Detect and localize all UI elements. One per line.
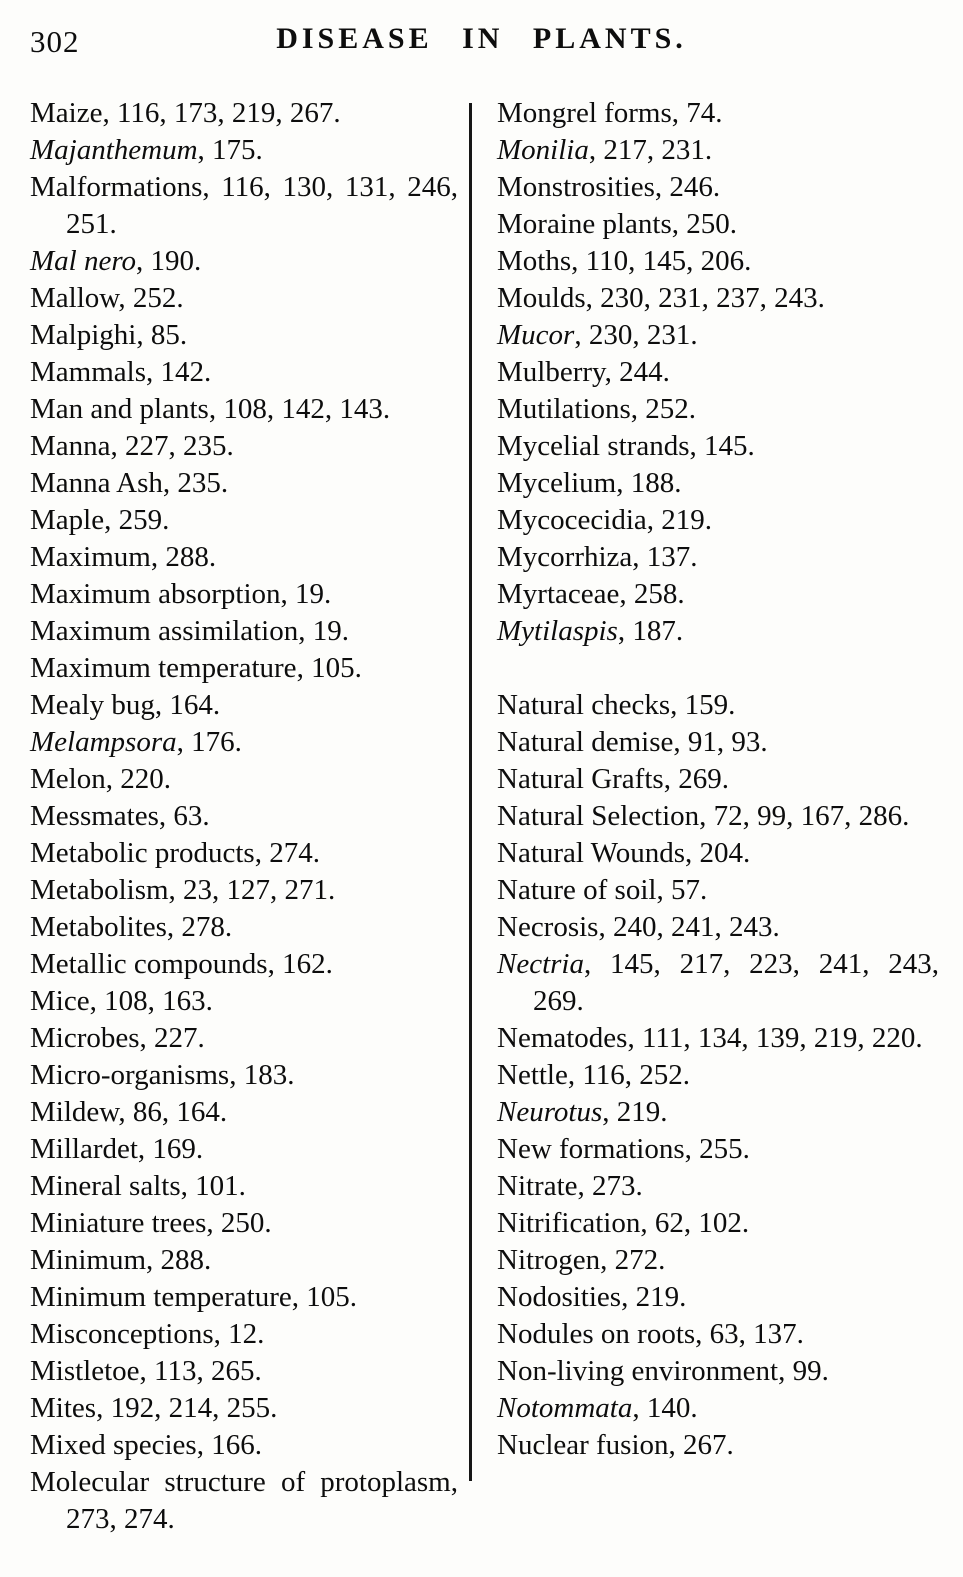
entry-pages: , 230, 231.	[574, 319, 698, 351]
entry-term: Mealy bug	[30, 689, 155, 721]
index-entry	[30, 687, 458, 724]
index-entry	[30, 576, 458, 613]
index-entry	[497, 206, 939, 243]
entry-term: Neurotus	[497, 1096, 603, 1128]
index-entry	[30, 761, 458, 798]
index-entry	[30, 280, 458, 317]
entry-pages: , 252.	[118, 282, 184, 314]
index-entry	[30, 1020, 458, 1057]
index-entry	[30, 391, 458, 428]
entry-pages: , 159.	[670, 689, 736, 721]
entry-term: Mucor	[497, 319, 575, 351]
entry-term: Manna Ash	[30, 467, 163, 499]
index-entry	[497, 502, 939, 539]
entry-term: Maximum temperature	[30, 652, 297, 684]
index-entry	[497, 1020, 939, 1057]
entry-pages: , 116, 173, 219, 267.	[102, 97, 341, 129]
index-entry	[497, 798, 939, 835]
entry-pages: , 269.	[663, 763, 729, 795]
entry-pages: , 240, 241, 243.	[598, 911, 780, 943]
entry-term: Myrtaceae	[497, 578, 620, 610]
entry-term: Micro-organisms	[30, 1059, 230, 1091]
entry-pages: , 164.	[154, 689, 221, 721]
entry-term: Notommata	[497, 1392, 633, 1424]
index-entry	[30, 798, 458, 835]
entry-pages: , 246.	[654, 171, 721, 203]
index-entry	[30, 1353, 458, 1390]
entry-term: Minimum	[30, 1244, 147, 1276]
entry-term: Metabolism	[30, 874, 169, 906]
entry-pages: , 217, 231.	[588, 134, 713, 166]
entry-term: Metabolic products	[30, 837, 255, 869]
entry-pages: , 99.	[778, 1355, 829, 1387]
entry-pages: , 19.	[280, 578, 332, 610]
entry-term: Maximum assimilation	[30, 615, 299, 647]
section-gap	[497, 650, 939, 687]
index-entry	[497, 465, 939, 502]
entry-term: Necrosis	[497, 911, 599, 943]
entry-term: Nitrate	[497, 1170, 578, 1202]
entry-pages: , 23, 127, 271.	[168, 874, 336, 906]
entry-pages: , 288.	[146, 1244, 212, 1276]
index-entry	[497, 1205, 939, 1242]
entry-term: Mytilaspis	[497, 615, 618, 647]
entry-pages: , 288.	[150, 541, 217, 573]
index-entry	[30, 946, 458, 983]
entry-pages: , 192, 214, 255.	[96, 1392, 278, 1424]
entry-term: Molecular structure of protoplasm	[30, 1466, 451, 1498]
entry-term: Mutilations	[497, 393, 631, 425]
entry-pages: , 235.	[162, 467, 229, 499]
entry-term: Malformations	[30, 171, 203, 203]
entry-pages: , 250.	[671, 208, 738, 240]
index-entry	[497, 1094, 939, 1131]
entry-pages: , 183.	[229, 1059, 295, 1091]
index-entry	[497, 132, 939, 169]
index-right-column	[497, 95, 939, 1464]
index-entry	[30, 428, 458, 465]
index-entry	[497, 1316, 939, 1353]
entry-pages: , 108, 163.	[89, 985, 213, 1017]
index-entry	[497, 1242, 939, 1279]
entry-term: Mammals	[30, 356, 146, 388]
entry-term: Non-living environment	[497, 1355, 779, 1387]
entry-pages: , 273, 274.	[66, 1466, 458, 1535]
entry-pages: , 227.	[139, 1022, 205, 1054]
entry-term: Messmates	[30, 800, 159, 832]
entry-term: Natural Grafts	[497, 763, 664, 795]
index-entry	[30, 1131, 458, 1168]
index-entry	[497, 95, 939, 132]
entry-term: Nectria	[497, 948, 584, 980]
entry-term: Nodosities	[497, 1281, 622, 1313]
entry-pages: , 250.	[206, 1207, 272, 1239]
index-entry	[30, 1205, 458, 1242]
entry-term: Nematodes	[497, 1022, 628, 1054]
entry-pages: , 230, 231, 237, 243.	[585, 282, 825, 314]
entry-term: Natural Selection	[497, 800, 700, 832]
entry-term: Nitrification	[497, 1207, 641, 1239]
index-entry	[497, 354, 939, 391]
index-entry	[30, 983, 458, 1020]
index-entry	[497, 539, 939, 576]
entry-pages: , 176.	[176, 726, 242, 758]
entry-term: Minimum temperature	[30, 1281, 292, 1313]
index-entry	[30, 317, 458, 354]
index-entry	[30, 1057, 458, 1094]
entry-term: Mal nero	[30, 245, 137, 277]
index-entry	[30, 169, 458, 243]
index-entry	[497, 761, 939, 798]
entry-pages: , 278.	[166, 911, 233, 943]
entry-term: Mixed species	[30, 1429, 197, 1461]
entry-pages: , 259.	[104, 504, 170, 536]
entry-pages: , 169.	[137, 1133, 204, 1165]
entry-term: Monstrosities	[497, 171, 655, 203]
entry-pages: , 108, 142, 143.	[208, 393, 391, 425]
entry-pages: , 142.	[146, 356, 212, 388]
entry-term: Mistletoe	[30, 1355, 140, 1387]
index-entry	[30, 909, 458, 946]
entry-pages: , 116, 252.	[567, 1059, 691, 1091]
index-entry	[30, 1316, 458, 1353]
entry-term: Malpighi	[30, 319, 137, 351]
index-entry	[30, 835, 458, 872]
index-entry	[30, 539, 458, 576]
entry-term: Manna	[30, 430, 111, 462]
entry-term: Moraine plants	[497, 208, 672, 240]
index-left-column	[30, 95, 458, 1538]
entry-pages: , 220.	[105, 763, 171, 795]
entry-term: Maximum	[30, 541, 151, 573]
entry-term: Mites	[30, 1392, 97, 1424]
column-divider	[469, 103, 472, 1481]
entry-term: Mycelial strands	[497, 430, 690, 462]
entry-pages: , 86, 164.	[118, 1096, 228, 1128]
entry-pages: , 74.	[671, 97, 723, 129]
entry-pages: , 62, 102.	[640, 1207, 750, 1239]
entry-pages: , 190.	[136, 245, 202, 277]
entry-term: Nuclear fusion	[497, 1429, 669, 1461]
entry-term: Monilia	[497, 134, 589, 166]
entry-pages: , 12.	[213, 1318, 265, 1350]
entry-pages: , 204.	[685, 837, 751, 869]
entry-pages: , 219.	[602, 1096, 668, 1128]
entry-pages: , 105.	[291, 1281, 357, 1313]
entry-pages: , 175.	[197, 134, 263, 166]
entry-term: Mulberry	[497, 356, 605, 388]
entry-term: Nettle	[497, 1059, 568, 1091]
entry-term: Nitrogen	[497, 1244, 601, 1276]
entry-term: Nodules on roots	[497, 1318, 696, 1350]
index-entry	[497, 946, 939, 1020]
entry-pages: , 101.	[180, 1170, 246, 1202]
entry-term: Mycorrhiza	[497, 541, 633, 573]
entry-term: Melampsora	[30, 726, 177, 758]
page-number: 302	[30, 24, 80, 59]
entry-term: Moulds	[497, 282, 586, 314]
index-entry	[497, 1279, 939, 1316]
entry-pages: , 252.	[630, 393, 696, 425]
entry-term: Mycelium	[497, 467, 617, 499]
entry-pages: , 187.	[617, 615, 684, 647]
entry-term: Melon	[30, 763, 106, 795]
index-entry	[497, 576, 939, 613]
index-entry	[30, 1242, 458, 1279]
index-entry	[30, 132, 458, 169]
entry-term: Mice	[30, 985, 90, 1017]
entry-term: Millardet	[30, 1133, 138, 1165]
entry-pages: , 105.	[296, 652, 362, 684]
index-entry	[497, 1168, 939, 1205]
entry-term: Metallic compounds	[30, 948, 268, 980]
entry-pages: , 273.	[577, 1170, 643, 1202]
index-entry	[497, 1390, 939, 1427]
entry-term: Mongrel forms	[497, 97, 672, 129]
entry-pages: , 272.	[600, 1244, 666, 1276]
page-title: DISEASE IN PLANTS.	[276, 22, 687, 55]
index-entry	[497, 391, 939, 428]
index-entry	[30, 613, 458, 650]
index-entry	[497, 613, 939, 650]
entry-pages: , 258.	[619, 578, 685, 610]
entry-pages: , 145.	[689, 430, 755, 462]
index-entry	[30, 1279, 458, 1316]
entry-pages: , 188.	[616, 467, 682, 499]
entry-pages: , 63, 137.	[695, 1318, 804, 1350]
entry-pages: , 110, 145, 206.	[571, 245, 752, 277]
index-entry	[30, 724, 458, 761]
index-entry	[497, 835, 939, 872]
entry-term: Maize	[30, 97, 103, 129]
index-entry	[497, 317, 939, 354]
entry-term: New formations	[497, 1133, 685, 1165]
index-entry	[30, 1464, 458, 1538]
index-entry	[497, 1427, 939, 1464]
entry-term: Natural Wounds	[497, 837, 686, 869]
entry-term: Metabolites	[30, 911, 167, 943]
index-entry	[497, 169, 939, 206]
entry-pages: , 85.	[136, 319, 188, 351]
entry-pages: , 244.	[604, 356, 670, 388]
index-entry	[30, 1094, 458, 1131]
index-entry	[497, 687, 939, 724]
index-entry	[497, 280, 939, 317]
page-header	[0, 22, 963, 72]
index-entry	[497, 428, 939, 465]
entry-term: Maple	[30, 504, 105, 536]
entry-pages: , 219.	[646, 504, 713, 536]
entry-pages: , 145, 217, 223, 241, 243, 269.	[533, 948, 939, 1017]
entry-pages: , 72, 99, 167, 286.	[699, 800, 910, 832]
entry-term: Man and plants	[30, 393, 209, 425]
index-entry	[30, 872, 458, 909]
entry-pages: , 267.	[668, 1429, 734, 1461]
index-entry	[30, 502, 458, 539]
entry-pages: , 162.	[267, 948, 333, 980]
index-entry	[497, 1353, 939, 1390]
entry-term: Misconceptions	[30, 1318, 214, 1350]
entry-pages: , 91, 93.	[673, 726, 768, 758]
entry-term: Miniature trees	[30, 1207, 207, 1239]
index-entry	[30, 243, 458, 280]
entry-term: Mildew	[30, 1096, 119, 1128]
entry-term: Natural demise	[497, 726, 674, 758]
index-entry	[30, 465, 458, 502]
index-entry	[30, 1168, 458, 1205]
index-entry	[30, 1427, 458, 1464]
entry-pages: , 113, 265.	[139, 1355, 262, 1387]
entry-pages: , 19.	[298, 615, 349, 647]
entry-pages: , 255.	[684, 1133, 750, 1165]
entry-pages: , 116, 130, 131, 246, 251.	[66, 171, 458, 240]
entry-pages: , 166.	[196, 1429, 262, 1461]
index-entry	[497, 909, 939, 946]
index-entry	[30, 650, 458, 687]
index-entry	[497, 872, 939, 909]
entry-term: Microbes	[30, 1022, 140, 1054]
index-entry	[30, 95, 458, 132]
entry-pages: , 63.	[158, 800, 210, 832]
index-entry	[30, 354, 458, 391]
index-entry	[30, 1390, 458, 1427]
entry-term: Moths	[497, 245, 572, 277]
index-entry	[497, 724, 939, 761]
entry-pages: , 274.	[254, 837, 320, 869]
entry-pages: , 57.	[656, 874, 708, 906]
entry-pages: , 137.	[632, 541, 698, 573]
entry-term: Nature of soil	[497, 874, 657, 906]
entry-term: Mineral salts	[30, 1170, 181, 1202]
entry-pages: , 140.	[632, 1392, 698, 1424]
entry-pages: , 227, 235.	[110, 430, 234, 462]
entry-term: Mallow	[30, 282, 119, 314]
index-entry	[497, 243, 939, 280]
index-entry	[497, 1131, 939, 1168]
entry-term: Maximum absorption	[30, 578, 281, 610]
entry-pages: , 111, 134, 139, 219, 220.	[627, 1022, 923, 1054]
entry-pages: , 219.	[621, 1281, 687, 1313]
entry-term: Mycocecidia	[497, 504, 647, 536]
entry-term: Natural checks	[497, 689, 671, 721]
index-entry	[497, 1057, 939, 1094]
entry-term: Majanthemum	[30, 134, 198, 166]
